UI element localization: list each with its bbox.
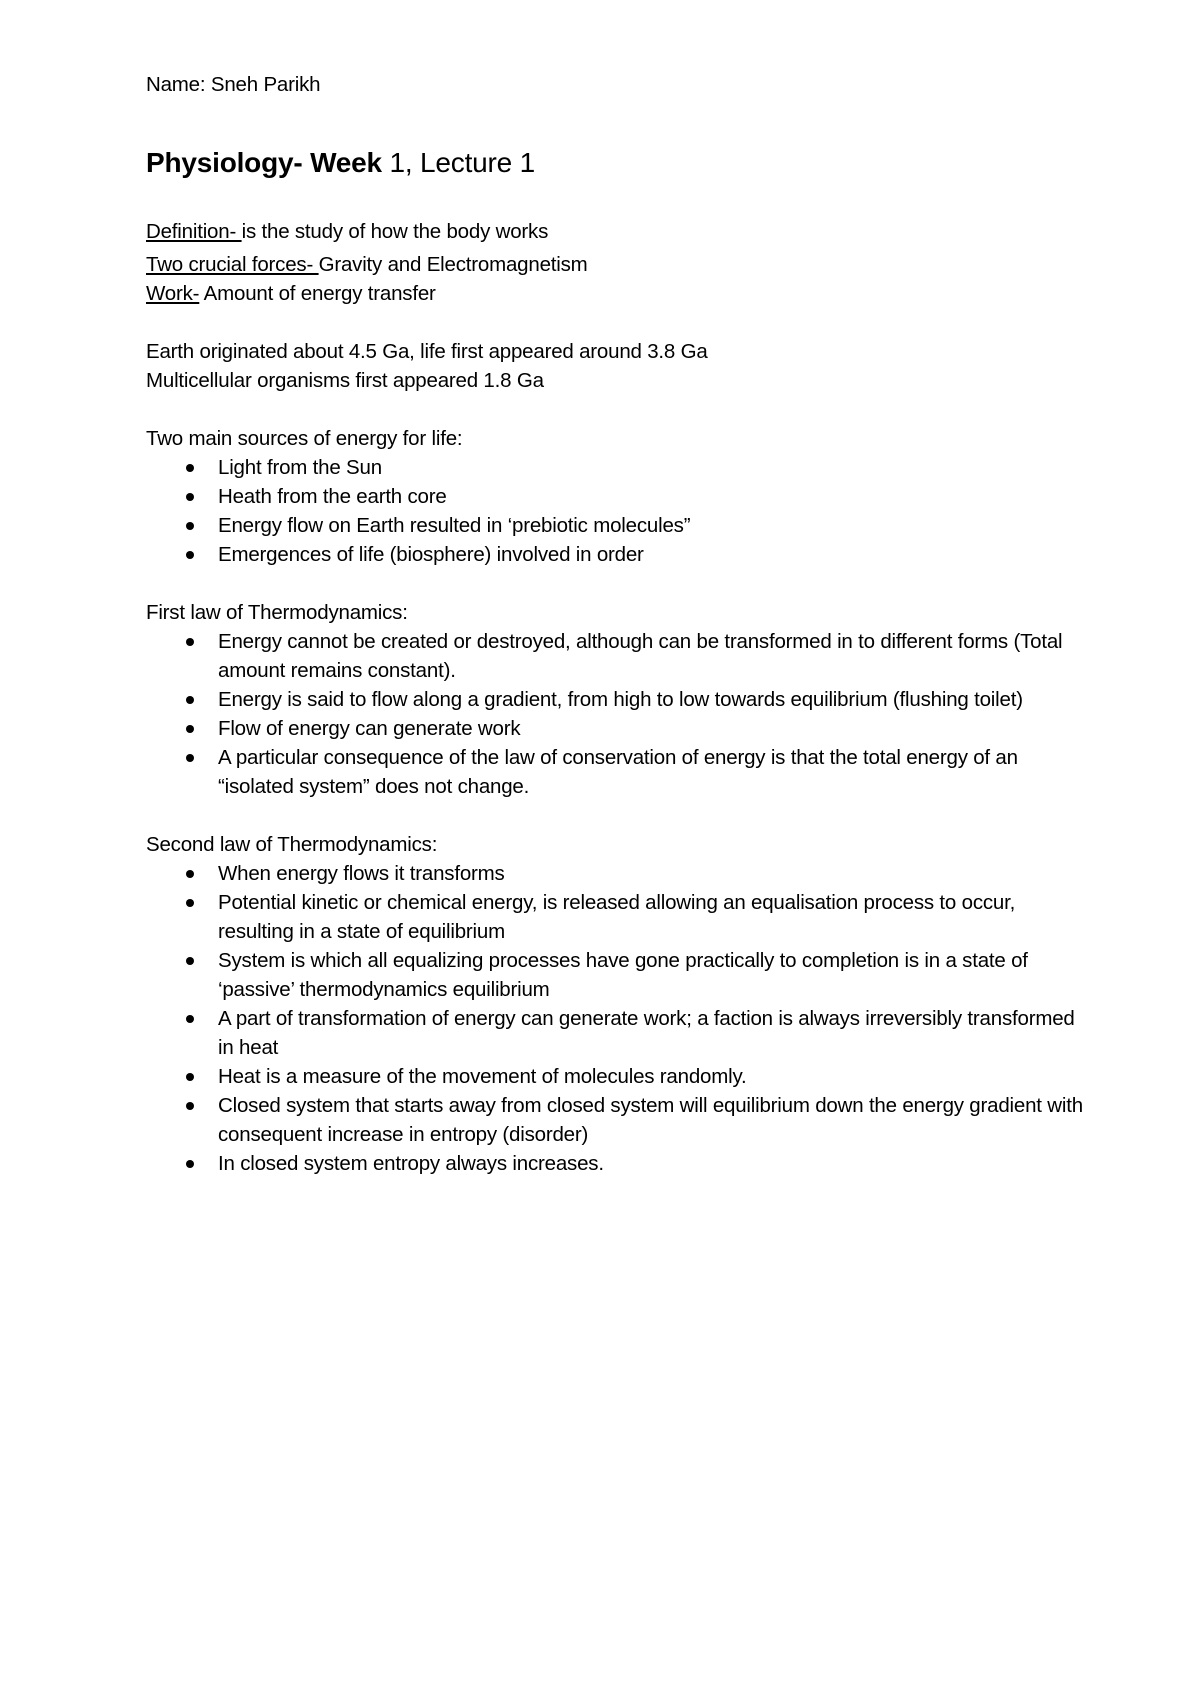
list-item-text: A particular consequence of the law of conservation of energy is that the total energy of an “isolated system” does not change. <box>218 746 1018 798</box>
list-item-text: Flow of energy can generate work <box>218 717 521 740</box>
earth-origin-fact: Earth originated about 4.5 Ga, life first appeared around 3.8 Ga <box>146 340 708 363</box>
list-item <box>146 743 1086 801</box>
work-term: Work- <box>146 282 200 305</box>
list-item-text: System is which all equalizing processes have gone practically to completion is in a state of ‘passive’ thermodynamics equilibrium <box>218 949 1028 1001</box>
list-item-text: Energy is said to flow along a gradient, from high to low towards equilibrium (flushing toilet) <box>218 688 1023 711</box>
list-item-text: Energy flow on Earth resulted in ‘prebiotic molecules” <box>218 514 691 537</box>
definition-line <box>146 217 1086 246</box>
list-item <box>146 482 1086 511</box>
bullet-icon <box>186 1102 194 1110</box>
crucial-forces-line <box>146 250 1086 279</box>
second-law-list <box>146 859 1086 1178</box>
list-item-text: Heat is a measure of the movement of molecules randomly. <box>218 1065 747 1088</box>
title-bold-part: Physiology- Week <box>146 147 382 178</box>
work-text: Amount of energy transfer <box>199 282 436 305</box>
spacer <box>146 395 1086 424</box>
first-law-list <box>146 627 1086 801</box>
student-name: Name: Sneh Parikh <box>146 73 321 96</box>
list-item <box>146 1062 1086 1091</box>
list-item-text: Light from the Sun <box>218 456 382 479</box>
list-item-text: In closed system entropy always increases. <box>218 1152 604 1175</box>
list-item <box>146 859 1086 888</box>
spacer <box>146 801 1086 830</box>
bullet-icon <box>186 1015 194 1023</box>
bullet-icon <box>186 493 194 501</box>
bullet-icon <box>186 957 194 965</box>
bullet-icon <box>186 638 194 646</box>
multicellular-fact: Multicellular organisms first appeared 1.8 Ga <box>146 369 544 392</box>
bullet-icon <box>186 464 194 472</box>
title-normal-part: 1, Lecture 1 <box>381 147 535 178</box>
bullet-icon <box>186 551 194 559</box>
list-item <box>146 540 1086 569</box>
list-item-text: When energy flows it transforms <box>218 862 505 885</box>
list-item <box>146 888 1086 946</box>
page-title <box>146 146 1086 180</box>
first-law-heading: First law of Thermodynamics: <box>146 601 408 624</box>
second-law-heading: Second law of Thermodynamics: <box>146 833 438 856</box>
list-item-text: Closed system that starts away from closed system will equilibrium down the energy gradient with consequent increase in entropy (disorder) <box>218 1094 1083 1146</box>
bullet-icon <box>186 1160 194 1168</box>
spacer <box>146 569 1086 598</box>
list-item <box>146 946 1086 1004</box>
list-item-text: Potential kinetic or chemical energy, is released allowing an equalisation process to occur, resulting in a state of equilibrium <box>218 891 1016 943</box>
bullet-icon <box>186 696 194 704</box>
crucial-forces-text: Gravity and Electromagnetism <box>318 253 588 276</box>
bullet-icon <box>186 899 194 907</box>
list-item-text: Heath from the earth core <box>218 485 447 508</box>
bullet-icon <box>186 1073 194 1081</box>
list-item <box>146 714 1086 743</box>
definition-text: is the study of how the body works <box>241 220 549 243</box>
list-item <box>146 453 1086 482</box>
spacer <box>146 308 1086 337</box>
list-item <box>146 511 1086 540</box>
bullet-icon <box>186 870 194 878</box>
list-item <box>146 1091 1086 1149</box>
list-item-text: Emergences of life (biosphere) involved in order <box>218 543 644 566</box>
bullet-icon <box>186 522 194 530</box>
list-item <box>146 685 1086 714</box>
list-item-text: Energy cannot be created or destroyed, although can be transformed in to different forms (Total amount remains constant). <box>218 630 1063 682</box>
crucial-forces-term: Two crucial forces- <box>146 253 319 276</box>
list-item-text: A part of transformation of energy can generate work; a faction is always irreversibly transformed in heat <box>218 1007 1075 1059</box>
bullet-icon <box>186 754 194 762</box>
definition-term: Definition- <box>146 220 242 243</box>
list-item <box>146 1149 1086 1178</box>
energy-sources-heading: Two main sources of energy for life: <box>146 427 463 450</box>
bullet-icon <box>186 725 194 733</box>
list-item <box>146 627 1086 685</box>
document-body <box>146 70 1086 1178</box>
energy-sources-list <box>146 453 1086 569</box>
work-line <box>146 279 1086 308</box>
list-item <box>146 1004 1086 1062</box>
